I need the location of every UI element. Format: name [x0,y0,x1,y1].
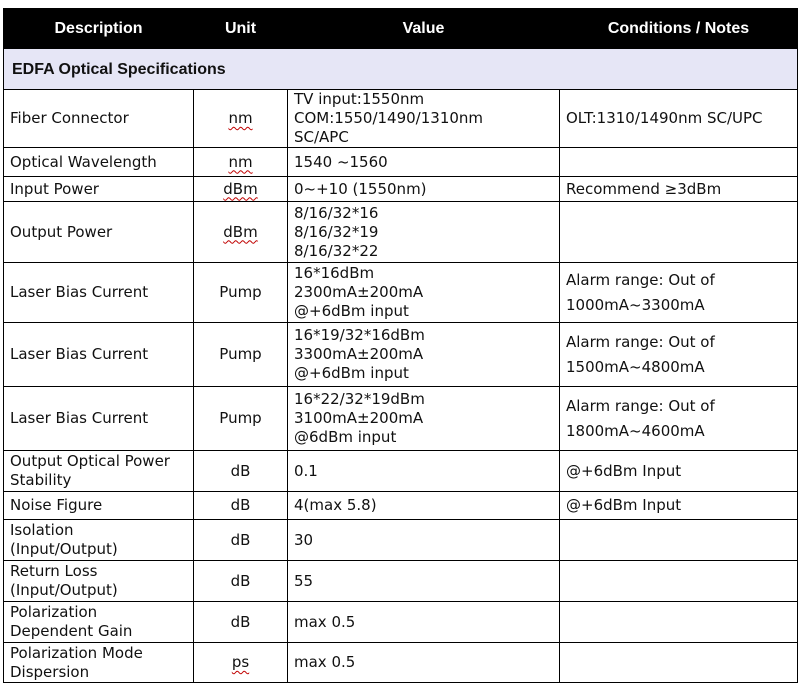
row-unit [194,202,288,263]
header-notes: Conditions / Notes [560,9,798,49]
row-value: 16*22/32*19dBm 3100mA±200mA @6dBm input [288,387,560,451]
row-value: TV input:1550nm COM:1550/1490/1310nm SC/APC [288,90,560,148]
row-value: 4(max 5.8) [288,492,560,520]
row-notes: Alarm range: Out of 1800mA~4600mA [560,387,798,451]
row-value: 30 [288,520,560,561]
table-row [4,520,798,561]
row-notes: OLT:1310/1490nm SC/UPC [560,90,798,148]
row-unit [194,148,288,177]
table-row [4,561,798,602]
row-unit-text: dBm [223,222,258,241]
row-description: Return Loss (Input/Output) [4,561,194,602]
table-row [4,602,798,643]
row-value: 0.1 [288,451,560,492]
table-row [4,263,798,323]
row-unit-text: nm [228,152,253,171]
row-value: 0~+10 (1550nm) [288,177,560,202]
row-notes [560,561,798,602]
row-description: Polarization Dependent Gain [4,602,194,643]
row-unit: Pump [194,263,288,323]
row-description: Output Power [4,202,194,263]
table-row [4,202,798,263]
table-row [4,643,798,683]
row-notes [560,148,798,177]
row-description: Output Optical Power Stability [4,451,194,492]
row-notes [560,520,798,561]
row-unit-text: ps [231,653,250,671]
table-row [4,177,798,202]
row-value: max 0.5 [288,643,560,683]
row-value: 55 [288,561,560,602]
row-unit: Pump [194,387,288,451]
row-description: Input Power [4,177,194,202]
edfa-spec-table [3,8,798,683]
row-unit: dB [194,492,288,520]
row-unit-text: nm [228,109,253,127]
header-description: Description [4,9,194,49]
row-unit: dB [194,520,288,561]
row-notes: Alarm range: Out of 1000mA~3300mA [560,263,798,323]
row-description: Polarization Mode Dispersion [4,643,194,683]
row-unit [194,177,288,202]
row-value: 8/16/32*16 8/16/32*19 8/16/32*22 [288,202,560,263]
table-row [4,492,798,520]
row-unit-text: dBm [223,179,258,198]
row-description: Noise Figure [4,492,194,520]
row-unit: Pump [194,323,288,387]
table-row [4,387,798,451]
row-value: max 0.5 [288,602,560,643]
row-notes: @+6dBm Input [560,492,798,520]
row-notes [560,643,798,683]
row-unit [194,643,288,683]
row-notes [560,202,798,263]
row-description: Laser Bias Current [4,263,194,323]
row-unit: dB [194,561,288,602]
row-description: Fiber Connector [4,90,194,148]
section-row [4,49,798,90]
table-row [4,323,798,387]
header-value: Value [288,9,560,49]
table-row [4,148,798,177]
table-header-row [4,9,798,49]
row-notes: Alarm range: Out of 1500mA~4800mA [560,323,798,387]
row-description: Laser Bias Current [4,323,194,387]
row-description: Optical Wavelength [4,148,194,177]
row-notes [560,602,798,643]
table-row [4,90,798,148]
row-value: 1540 ~1560 [288,148,560,177]
row-unit: dB [194,451,288,492]
table-row [4,451,798,492]
row-value: 16*19/32*16dBm 3300mA±200mA @+6dBm input [288,323,560,387]
row-description: Laser Bias Current [4,387,194,451]
row-notes: Recommend ≥3dBm [560,177,798,202]
row-unit: dB [194,602,288,643]
row-value: 16*16dBm 2300mA±200mA @+6dBm input [288,263,560,323]
header-unit: Unit [194,9,288,49]
row-description: Isolation (Input/Output) [4,520,194,561]
section-title: EDFA Optical Specifications [4,49,798,90]
row-notes: @+6dBm Input [560,451,798,492]
row-unit [194,90,288,148]
